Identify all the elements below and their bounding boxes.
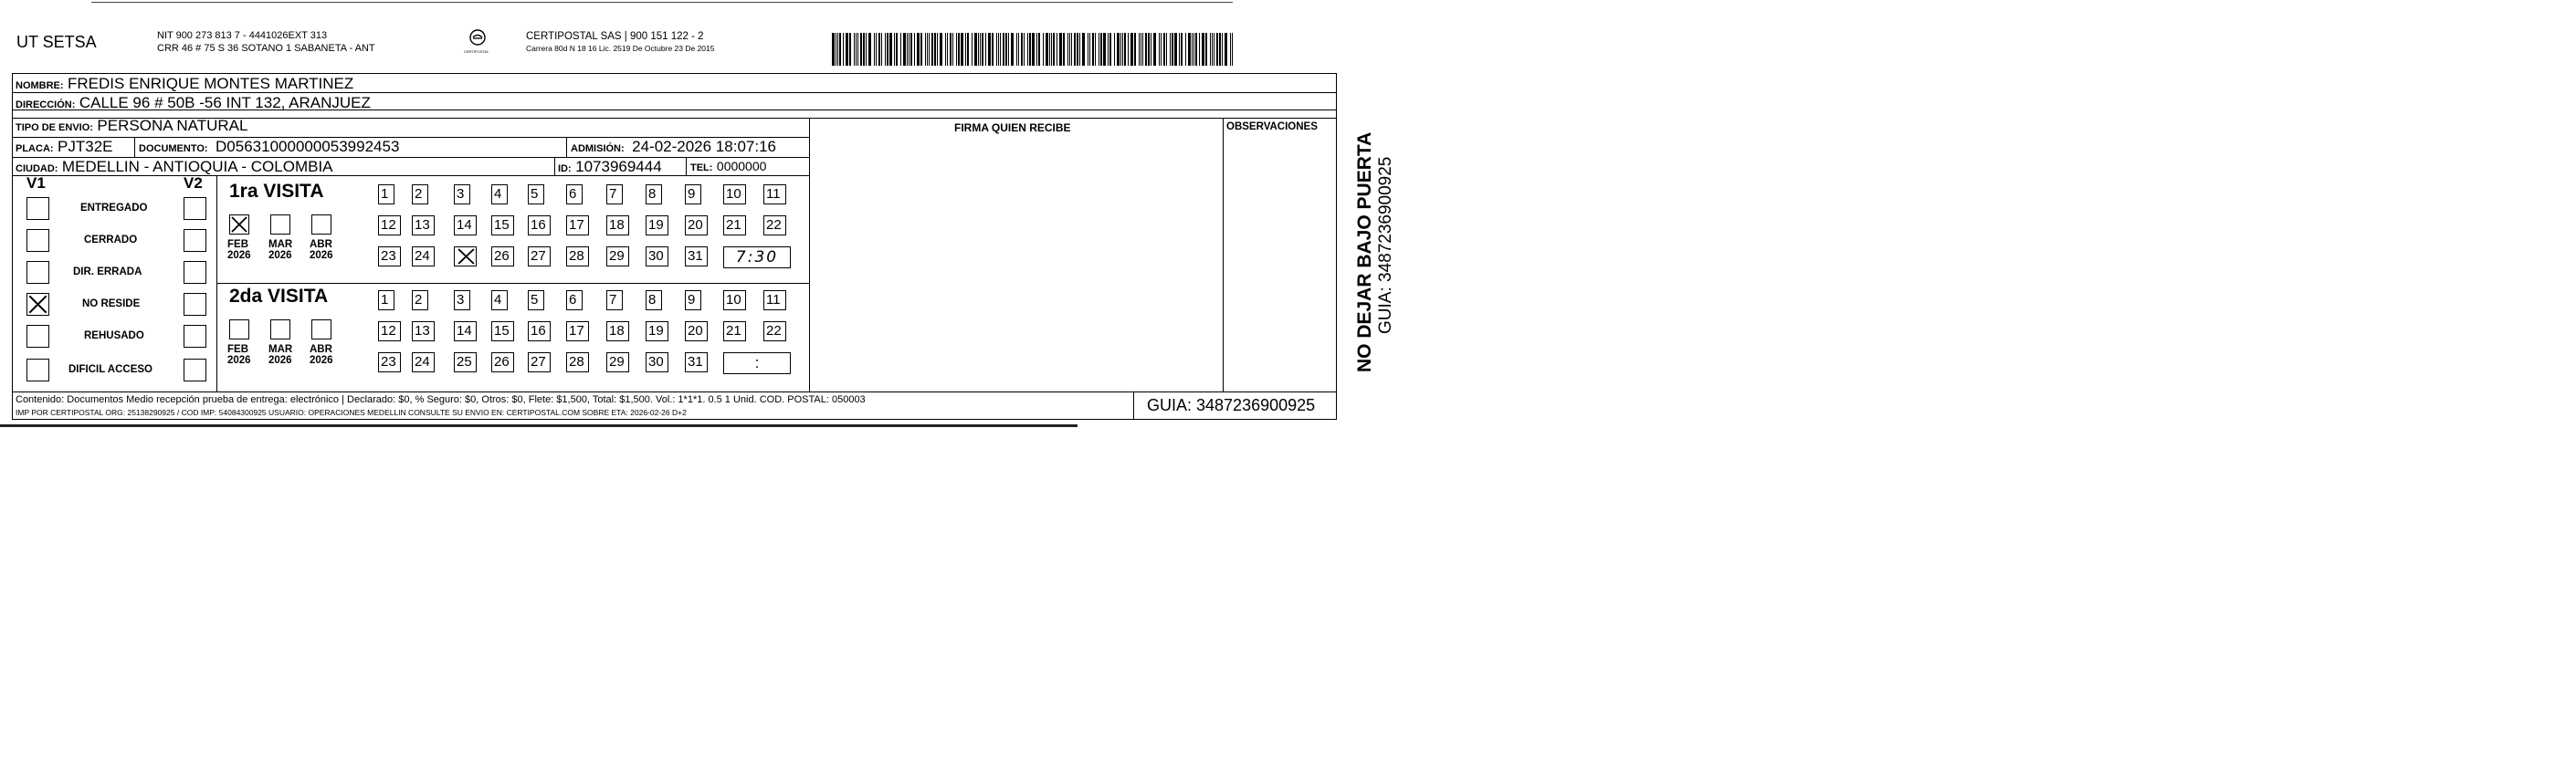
year-label: 2026 <box>268 250 292 261</box>
month-label: MAR <box>268 239 293 250</box>
day-3[interactable]: 3 <box>454 290 470 310</box>
placa-label: PLACA: <box>16 143 54 154</box>
day-10[interactable]: 10 <box>723 184 746 204</box>
certipostal-line-2: Carrera 80d N 18 16 Lic. 2519 De Octubre 23 De 2015 <box>526 44 715 53</box>
logo-caption: CERTIPOSTAL <box>464 49 489 54</box>
documento-value: D05631000000053992453 <box>216 138 400 155</box>
month-checkbox-feb[interactable] <box>229 214 249 235</box>
day-23[interactable]: 23 <box>378 352 401 372</box>
day-20[interactable]: 20 <box>685 321 708 341</box>
day-1[interactable]: 1 <box>378 290 394 310</box>
v2-label: V2 <box>184 174 203 192</box>
v1-checkbox-entregado[interactable] <box>26 197 49 220</box>
v1-checkbox-dir-errada[interactable] <box>26 261 49 284</box>
v2-checkbox-dir-errada[interactable] <box>184 261 206 284</box>
day-30[interactable]: 30 <box>646 246 668 266</box>
visita1-title: 1ra VISITA <box>229 181 324 202</box>
day-15[interactable]: 15 <box>491 215 514 235</box>
month-label: FEB <box>227 239 248 250</box>
day-13[interactable]: 13 <box>412 321 435 341</box>
firma-label: FIRMA QUIEN RECIBE <box>954 121 1071 134</box>
day-8[interactable]: 8 <box>646 184 662 204</box>
time-box[interactable]: 7:30 <box>723 246 791 268</box>
year-label: 2026 <box>310 250 333 261</box>
day-24[interactable]: 24 <box>412 352 435 372</box>
year-label: 2026 <box>268 355 292 366</box>
ciudad-label: CIUDAD: <box>16 163 58 174</box>
day-19[interactable]: 19 <box>646 215 668 235</box>
status-label: DIR. ERRADA <box>73 266 142 277</box>
day-29[interactable]: 29 <box>606 246 629 266</box>
day-16[interactable]: 16 <box>528 215 551 235</box>
address-line: CRR 46 # 75 S 36 SOTANO 1 SABANETA - ANT <box>157 43 375 54</box>
v2-checkbox-entregado[interactable] <box>184 197 206 220</box>
day-17[interactable]: 17 <box>566 321 589 341</box>
v1-checkbox-rehusado[interactable] <box>26 325 49 348</box>
nit-line: NIT 900 273 813 7 - 4441026EXT 313 <box>157 30 328 41</box>
day-22[interactable]: 22 <box>763 321 786 341</box>
day-25[interactable]: 25 <box>454 352 477 372</box>
day-11[interactable]: 11 <box>763 184 786 204</box>
scan-edge-bottom <box>0 424 1078 427</box>
day-5[interactable]: 5 <box>528 290 544 310</box>
tel-label: TEL: <box>690 162 713 173</box>
id-label: ID: <box>558 163 572 174</box>
v1-checkbox-dificil-acceso[interactable] <box>26 359 49 381</box>
day-26[interactable]: 26 <box>491 246 514 266</box>
visita2-title: 2da VISITA <box>229 286 329 307</box>
day-9[interactable]: 9 <box>685 290 701 310</box>
month-label: ABR <box>310 344 332 355</box>
day-10[interactable]: 10 <box>723 290 746 310</box>
barcode <box>832 33 1237 66</box>
v2-checkbox-no-reside[interactable] <box>184 293 206 316</box>
scan-edge-top <box>91 2 1233 3</box>
v1-checkbox-no-reside[interactable] <box>26 293 49 316</box>
day-25[interactable] <box>454 246 477 266</box>
day-20[interactable]: 20 <box>685 215 708 235</box>
nombre-label: NOMBRE: <box>16 80 64 91</box>
day-18[interactable]: 18 <box>606 321 629 341</box>
day-27[interactable]: 27 <box>528 352 551 372</box>
ciudad-value: MEDELLIN - ANTIOQUIA - COLOMBIA <box>61 158 333 175</box>
day-7[interactable]: 7 <box>606 290 623 310</box>
status-label: ENTREGADO <box>80 203 148 214</box>
day-7[interactable]: 7 <box>606 184 623 204</box>
v2-checkbox-dificil-acceso[interactable] <box>184 359 206 381</box>
month-label: FEB <box>227 344 248 355</box>
month-label: MAR <box>268 344 293 355</box>
id-value: 1073969444 <box>575 158 662 175</box>
observaciones-label: OBSERVACIONES <box>1226 121 1318 132</box>
day-31[interactable]: 31 <box>685 246 708 266</box>
day-13[interactable]: 13 <box>412 215 435 235</box>
v1-checkbox-cerrado[interactable] <box>26 229 49 252</box>
day-19[interactable]: 19 <box>646 321 668 341</box>
v1-label: V1 <box>26 174 46 192</box>
status-label: DIFICIL ACCESO <box>68 364 153 375</box>
status-label: NO RESIDE <box>82 298 141 309</box>
month-checkbox-feb[interactable] <box>229 319 249 339</box>
day-6[interactable]: 6 <box>566 184 583 204</box>
day-2[interactable]: 2 <box>412 184 428 204</box>
day-5[interactable]: 5 <box>528 184 544 204</box>
side-warning: NO DEJAR BAJO PUERTA <box>1354 131 1375 372</box>
month-checkbox-abr[interactable] <box>311 319 331 339</box>
day-17[interactable]: 17 <box>566 215 589 235</box>
day-2[interactable]: 2 <box>412 290 428 310</box>
side-guia: GUIA: 3487236900925 <box>1376 156 1395 334</box>
month-label: ABR <box>310 239 332 250</box>
status-label: REHUSADO <box>84 330 144 341</box>
day-14[interactable]: 14 <box>454 215 477 235</box>
day-4[interactable]: 4 <box>491 184 508 204</box>
month-checkbox-mar[interactable] <box>270 214 290 235</box>
v2-checkbox-cerrado[interactable] <box>184 229 206 252</box>
day-26[interactable]: 26 <box>491 352 514 372</box>
day-12[interactable]: 12 <box>378 321 401 341</box>
status-label: CERRADO <box>84 235 138 245</box>
year-label: 2026 <box>227 250 251 261</box>
tel-value: 0000000 <box>716 159 767 173</box>
day-23[interactable]: 23 <box>378 246 401 266</box>
day-14[interactable]: 14 <box>454 321 477 341</box>
admision-value: 24-02-2026 18:07:16 <box>632 138 776 155</box>
nombre-value: FREDIS ENRIQUE MONTES MARTINEZ <box>68 75 354 92</box>
day-15[interactable]: 15 <box>491 321 514 341</box>
v2-checkbox-rehusado[interactable] <box>184 325 206 348</box>
month-checkbox-mar[interactable] <box>270 319 290 339</box>
tipo-envio-value: PERSONA NATURAL <box>97 117 248 134</box>
certipostal-line-1: CERTIPOSTAL SAS | 900 151 122 - 2 <box>526 31 704 42</box>
admision-label: ADMISIÓN: <box>571 143 625 154</box>
year-label: 2026 <box>310 355 333 366</box>
year-label: 2026 <box>227 355 251 366</box>
day-28[interactable]: 28 <box>566 352 589 372</box>
day-12[interactable]: 12 <box>378 215 401 235</box>
placa-value: PJT32E <box>58 138 113 155</box>
day-27[interactable]: 27 <box>528 246 551 266</box>
day-9[interactable]: 9 <box>685 184 701 204</box>
footer-guia: GUIA: 3487236900925 <box>1147 396 1316 414</box>
direccion-value: CALLE 96 # 50B -56 INT 132, ARANJUEZ <box>79 94 371 111</box>
tipo-envio-label: TIPO DE ENVIO: <box>16 122 93 133</box>
time-box[interactable]: : <box>723 352 791 374</box>
day-22[interactable]: 22 <box>763 215 786 235</box>
day-3[interactable]: 3 <box>454 184 470 204</box>
day-8[interactable]: 8 <box>646 290 662 310</box>
day-4[interactable]: 4 <box>491 290 508 310</box>
direccion-label: DIRECCIÓN: <box>16 99 76 110</box>
day-18[interactable]: 18 <box>606 215 629 235</box>
day-24[interactable]: 24 <box>412 246 435 266</box>
day-30[interactable]: 30 <box>646 352 668 372</box>
day-21[interactable]: 21 <box>723 215 746 235</box>
footer-contenido: Contenido: Documentos Medio recepción prueba de entrega: electrónico | Declarado: $0, % Seguro: $0, Otros: $0, Flete: $1,500, Total: $1,500. Vol.: 1*1*1. 0.5 1 Unid. COD. POSTAL: 050003 <box>16 394 866 405</box>
day-1[interactable]: 1 <box>378 184 394 204</box>
day-28[interactable]: 28 <box>566 246 589 266</box>
day-16[interactable]: 16 <box>528 321 551 341</box>
documento-label: DOCUMENTO: <box>139 143 208 154</box>
month-checkbox-abr[interactable] <box>311 214 331 235</box>
day-21[interactable]: 21 <box>723 321 746 341</box>
company-name: UT SETSA <box>16 33 97 51</box>
day-31[interactable]: 31 <box>685 352 708 372</box>
footer-line-2: IMP POR CERTIPOSTAL ORG: 25138290925 / COD IMP: 54084300925 USUARIO: OPERACIONES MEDELLIN CONSULTE SU ENVIO EN: CERTIPOSTAL.COM SOBRE ETA: 2026-02-26 D+2 <box>16 408 687 417</box>
day-6[interactable]: 6 <box>566 290 583 310</box>
day-11[interactable]: 11 <box>763 290 786 310</box>
day-29[interactable]: 29 <box>606 352 629 372</box>
